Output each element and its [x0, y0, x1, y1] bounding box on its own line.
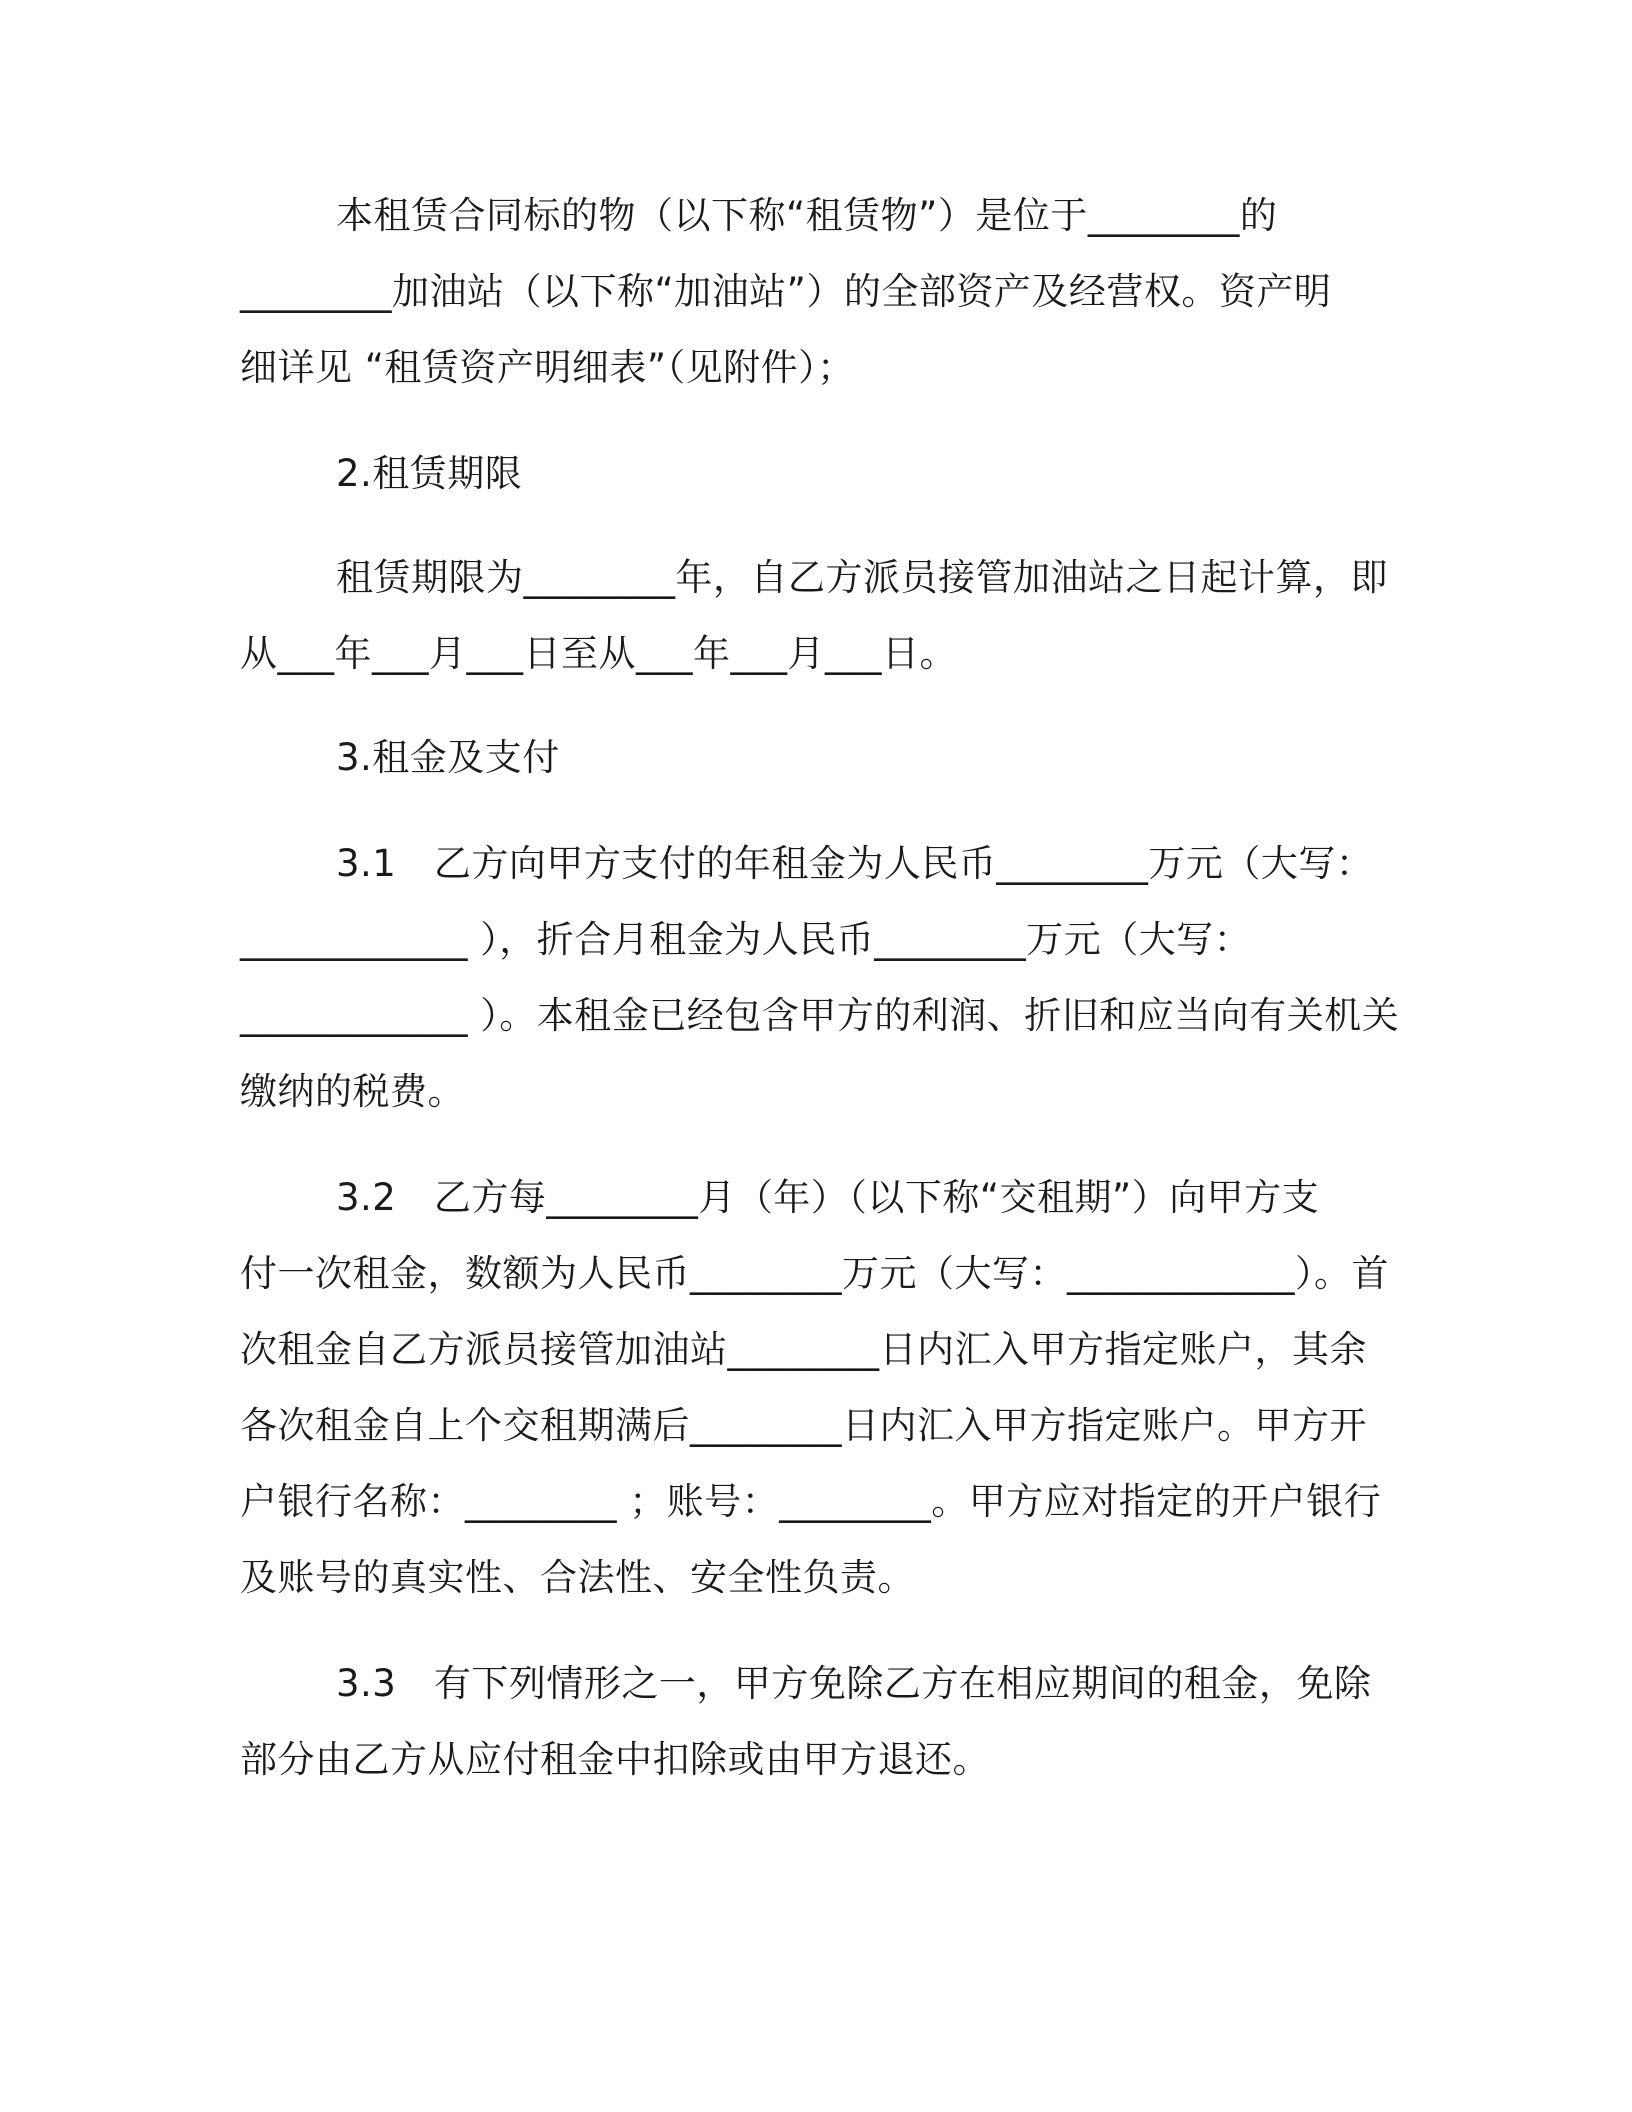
- paragraph-line: 3.3 有下列情形之一，甲方免除乙方在相应期间的租金，免除: [336, 1662, 1372, 1705]
- paragraph-line: 缴纳的税费。: [240, 1070, 465, 1113]
- paragraph-line: 付一次租金，数额为人民币________万元（大写：____________）。首: [240, 1252, 1389, 1295]
- paragraph-line: 从___年___月___日至从___年___月___日。: [240, 632, 957, 675]
- paragraph-line: 3.1 乙方向甲方支付的年租金为人民币________万元（大写：: [336, 842, 1374, 885]
- paragraph-line: 部分由乙方从应付租金中扣除或由甲方退还。: [240, 1738, 990, 1781]
- section-heading: 2.租赁期限: [336, 452, 523, 495]
- paragraph-line: 本租赁合同标的物（以下称“租赁物”）是位于________的: [336, 194, 1278, 237]
- paragraph-line: 次租金自乙方派员接管加油站________日内汇入甲方指定账户，其余: [240, 1328, 1367, 1371]
- paragraph-line: 及账号的真实性、合法性、安全性负责。: [240, 1556, 915, 1599]
- section-heading: 3.租金及支付: [336, 736, 560, 779]
- paragraph-line: ____________ ），折合月租金为人民币________万元（大写：: [240, 918, 1252, 961]
- paragraph-line: 各次租金自上个交租期满后________日内汇入甲方指定账户。甲方开: [240, 1404, 1367, 1447]
- paragraph-line: ________加油站（以下称“加油站”）的全部资产及经营权。资产明: [240, 270, 1332, 313]
- paragraph-line: ____________ ）。本租金已经包含甲方的利润、折旧和应当向有关机关: [240, 994, 1400, 1037]
- paragraph-line: 3.2 乙方每________月（年）（以下称“交租期”）向甲方支: [336, 1176, 1320, 1219]
- paragraph-line: 户银行名称：________ ；账号：________。甲方应对指定的开户银行: [240, 1480, 1382, 1523]
- paragraph-line: 租赁期限为________年，自乙方派员接管加油站之日起计算，即: [336, 556, 1388, 599]
- paragraph-line: 细详见 “租赁资产明细表”（见附件）；: [240, 346, 855, 389]
